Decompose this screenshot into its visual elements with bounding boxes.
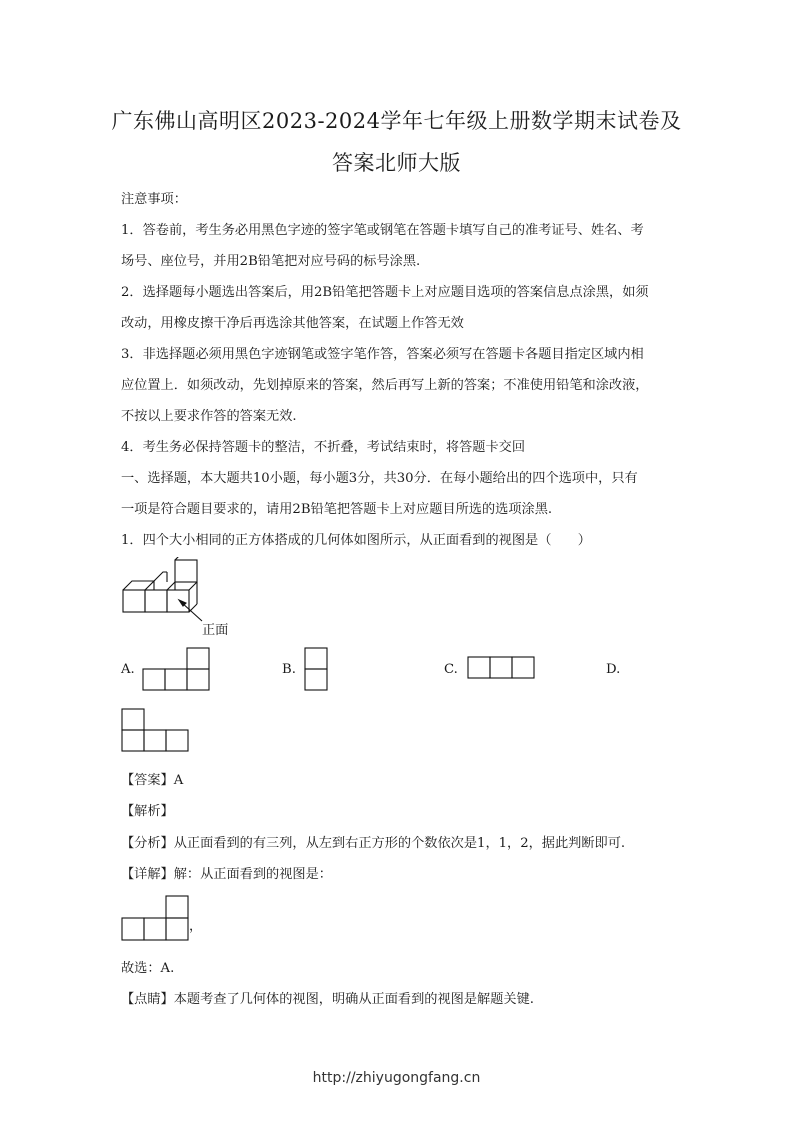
choose-line: 故选：A. [121,961,175,976]
xiangjie-line: 【详解】解：从正面看到的视图是： [121,867,332,882]
notice-item-3b: 应位置上．如须改动，先划掉原来的答案，然后再写上新的答案；不准使用铅笔和涂改液， [121,378,649,393]
document-title-line2: 答案北师大版 [332,151,461,175]
front-view-label: 正面 [202,623,229,638]
option-a-figure [142,646,212,692]
dianjing-line: 【点睛】本题考查了几何体的视图，明确从正面看到的视图是解题关键. [121,992,535,1007]
analysis-heading: 【解析】 [121,804,174,819]
option-b-label: B. [282,662,296,677]
option-b-figure [303,646,331,692]
section1-intro-b: 一项是符合题目要求的，请用2B铅笔把答题卡上对应题目所选的选项涂黑. [121,502,553,517]
document-title-line1: 广东佛山高明区2023-2024学年七年级上册数学期末试卷及 [111,109,682,133]
notice-item-2b: 改动，用橡皮擦干净后再选涂其他答案，在试题上作答无效 [121,316,464,331]
answer-line: 【答案】A [121,773,184,788]
footer-url[interactable]: http://zhiyugongfang.cn [312,1070,481,1086]
option-c-label: C. [444,662,458,677]
notice-item-1b: 场号、座位号，并用2B铅笔把对应号码的标号涂黑. [121,254,421,269]
question1-stem: 1．四个大小相同的正方体搭成的几何体如图所示，从正面看到的视图是（ ） [121,533,591,548]
section1-intro-a: 一、选择题，本大题共10小题，每小题3分，共30分．在每小题给出的四个选项中，只有 [121,471,638,486]
fenxi-line: 【分析】从正面看到的有三列，从左到右正方形的个数依次是1，1，2，据此判断即可. [121,836,626,851]
option-d-figure [120,707,190,753]
notice-item-1a: 1．答卷前，考生务必用黑色字迹的签字笔或钢笔在答题卡填写自己的准考证号、姓名、考 [121,223,644,238]
figure-comma: ， [189,919,203,934]
option-d-label: D. [606,662,621,677]
notice-item-3c: 不按以上要求作答的答案无效. [121,409,297,424]
option-a-label: A. [121,662,135,677]
option-c-figure [467,655,537,681]
notice-heading: 注意事项： [121,192,187,207]
notice-item-2a: 2．选择题每小题选出答案后，用2B铅笔把答题卡上对应题目选项的答案信息点涂黑，如须 [121,285,649,300]
solution-front-view-figure [120,894,190,942]
notice-item-3a: 3．非选择题必须用黑色字迹钢笔或签字笔作答，答案必须写在答题卡各题目指定区域内相 [121,347,644,362]
notice-item-4: 4．考生务必保持答题卡的整洁，不折叠，考试结束时，将答题卡交回 [121,440,526,455]
